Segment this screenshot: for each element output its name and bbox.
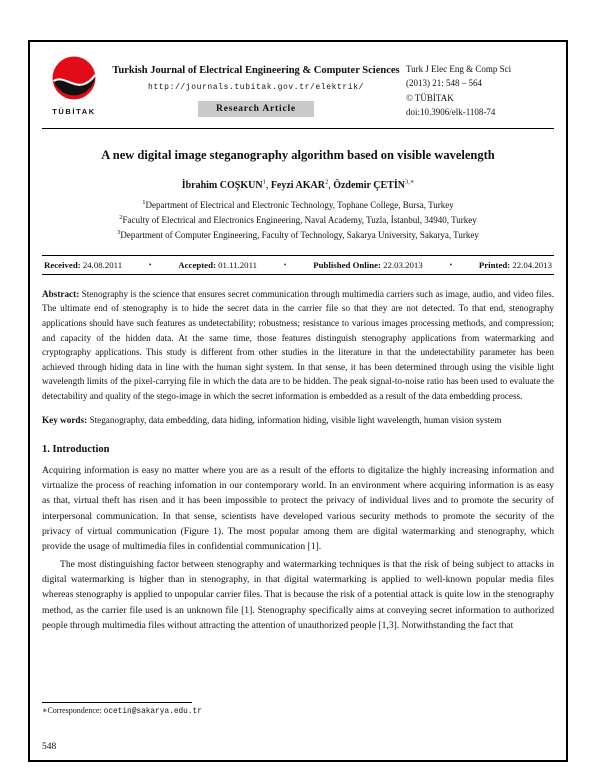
doi-line: doi:10.3906/elk-1108-74 xyxy=(406,107,496,118)
author: Özdemir $ÇETİN^{3,∗}$ xyxy=(333,178,415,192)
bullet-separator-icon: • xyxy=(283,260,287,269)
article-type-badge: Research Article xyxy=(198,101,314,117)
journal-url-link[interactable]: http://journals.tubitak.gov.tr/elektrik/ xyxy=(147,83,365,93)
journal-name: Turkish Journal of Electrical Engineering & Computer Sciences xyxy=(112,65,400,76)
abstract-label: Abstract: xyxy=(42,288,80,299)
intro-paragraph: Acquiring information is easy no matter where you are as a result of the efforts to digitalize the highly increasing information and virtualize the process of reaching infomation in our contemporary world. In an environment where acquiring information is as easy as that, virtual theft has risen and it has been impossible to protect the privacy of individual lives and to promote the security of interpersonal communication. In that sense, scientists have developed various security methods to promote the security of the privacy of virtual communication (Figure 1). The most popular among them are digital watermarking and stenography, which provide the usage of multimedia files in confidential communication [1]. xyxy=(42,464,554,553)
author: Feyzi AKAR$^2$, xyxy=(270,178,334,192)
keywords-label: Key words: xyxy=(42,415,88,426)
journal-abbrev: Turk J Elec Eng & Comp Sci xyxy=(406,64,512,74)
copyright-line: © TÜBİTAK xyxy=(406,92,454,103)
tubitak-logo-icon xyxy=(52,87,96,104)
bullet-separator-icon: • xyxy=(449,260,453,269)
footnote-divider xyxy=(42,702,192,703)
tubitak-logo xyxy=(42,56,106,116)
header-divider xyxy=(42,128,554,129)
abstract-text: Stenography is the science that ensures secret communication through multimedia carriers such as image, audio, and video files. The ultimate end of stenography is to hide the secret data in the carrier file so that they are not detected. To that end, stenography applications should have such features as undetectability; robustness; resistance to various images processing methods, and compression; and capacity of the hidden data. At the same time, those features distinguish stenography applications from watermarking and cryptography applications. This study is different from other studies in the literature in that the undetectability parameter has been achieved through hiding data in line with the human sight system. In that sense, it has been determined through using the visible light wavelength limits of the pixel-carrying file in which the data are to be hidden. The peak signal-to-noise ratio has been used to evaluate the detectability and quality of the stego-image in which the secret information is embedded as a result of the data embedding process. xyxy=(42,288,555,401)
affiliation: $^1$Department of Electrical and Electronic Technology, Tophane College, Bursa, Turkey xyxy=(142,199,454,211)
page-number: 548 xyxy=(42,742,57,752)
author: İbrahim COŞKUN$^1$, xyxy=(181,178,271,192)
article-title: A new digital image steganography algorithm based on visible wavelength xyxy=(101,147,495,162)
correspondence-label: ∗Correspondence: xyxy=(42,706,102,715)
affiliations xyxy=(98,198,498,243)
accepted-date: Accepted: 01.11.2011 xyxy=(178,259,258,270)
correspondence-footnote xyxy=(42,702,202,716)
issue-info: (2013) 21: 548 – 564 xyxy=(406,78,482,89)
citation-block xyxy=(406,56,554,120)
keywords-text: Steganography, data embedding, data hiding, information hiding, visible light wavelength, human vision system xyxy=(89,415,502,426)
tubitak-logo-text: TÜBİTAK xyxy=(52,107,96,116)
journal-masthead xyxy=(110,56,402,117)
intro-paragraph: The most distinguishing factor between stenography and watermarking techniques is that the risk of being subject to attacks in digital watermarking is higher than in stenography, in that digital watermarking is applied to well-known popular media files whereas stenography is applied to unpopular carrier files. That is because the risk of a potential attack is quite low in the stenography method, as the carrier file used is an unknown file [1]. Stenography specifically aims at conveying secret information to authorized people through multimedia files without attracting the attention of unauthorized people [1,3]. Notwithstanding the fact that xyxy=(42,558,554,632)
printed-date: Printed: 22.04.2013 xyxy=(478,259,552,270)
page-frame xyxy=(28,40,568,762)
keywords xyxy=(42,413,554,428)
section-heading-introduction: 1. Introduction xyxy=(42,443,110,455)
abstract xyxy=(42,287,554,403)
received-date: Received: 24.08.2011 xyxy=(44,259,123,270)
journal-header xyxy=(42,56,554,120)
affiliation: $^2$Faculty of Electrical and Electronics Engineering, Naval Academy, Tuzla, İstanbul, 34940, Turkey xyxy=(119,214,477,226)
published-online-date: Published Online: 22.03.2013 xyxy=(313,259,423,270)
correspondence-email-link[interactable]: ocetin@sakarya.edu.tr xyxy=(103,708,202,716)
bullet-separator-icon: • xyxy=(148,260,152,269)
dates-bar xyxy=(42,255,554,275)
author-line xyxy=(42,178,554,191)
affiliation: $^3$Department of Computer Engineering, Faculty of Technology, Sakarya University, Sakarya, Turkey xyxy=(117,229,479,241)
